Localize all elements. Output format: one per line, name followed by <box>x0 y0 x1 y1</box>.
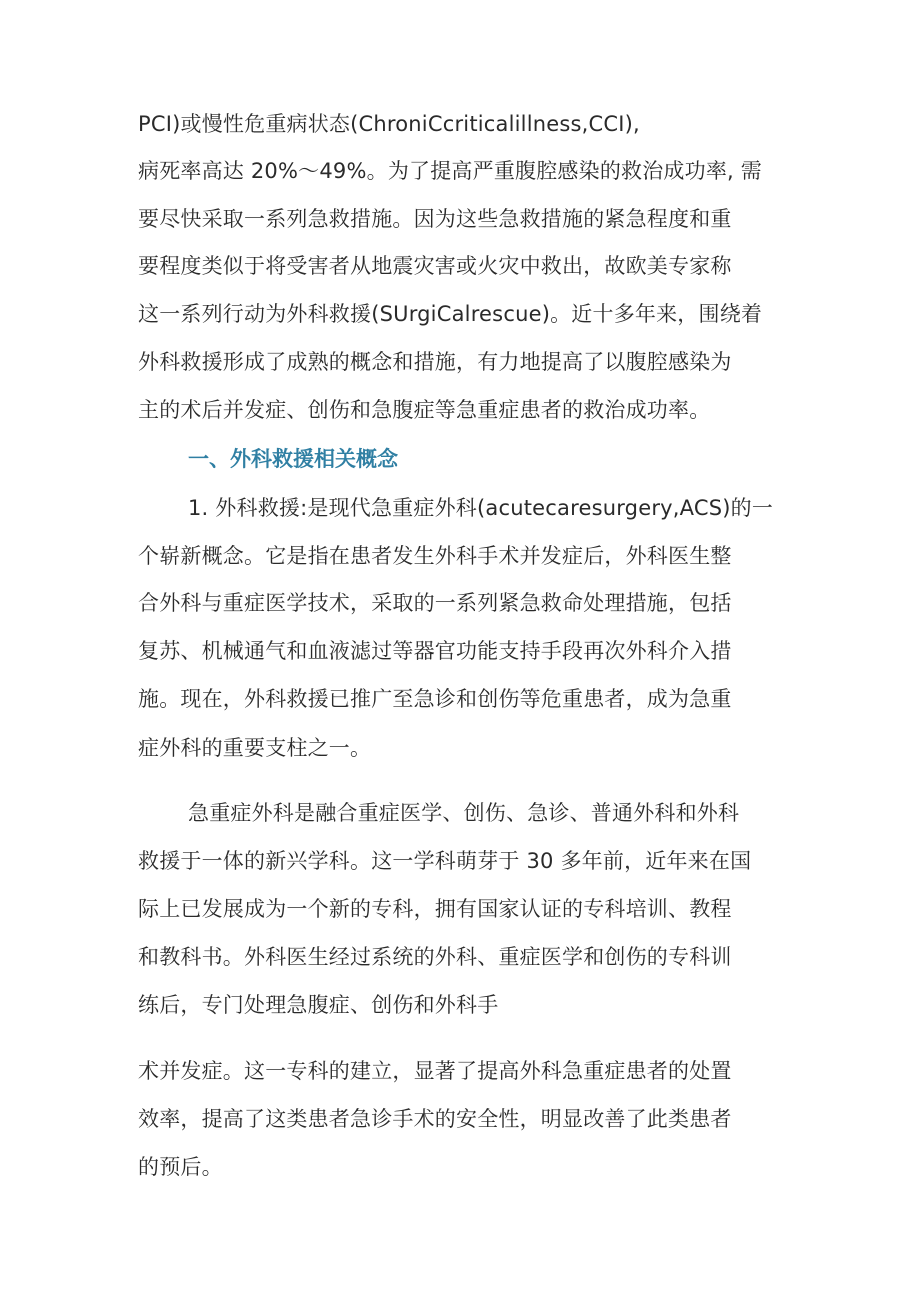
paragraph-line: 救援于一体的新兴学科。这一学科萌芽于 30 多年前，近年来在国 <box>138 849 752 873</box>
paragraph-line: 复苏、机械通气和血液滤过等器官功能支持手段再次外科介入措 <box>138 639 732 663</box>
paragraph-line: 施。现在，外科救援已推广至急诊和创伤等危重患者，成为急重 <box>138 687 732 711</box>
paragraph-line: 要尽快采取一系列急救措施。因为这些急救措施的紧急程度和重 <box>138 207 732 231</box>
paragraph-line: 病死率高达 20%～49%。为了提高严重腹腔感染的救治成功率, 需 <box>138 159 762 183</box>
paragraph-line: PCI)或慢性危重病状态(ChroniCcriticalillness,CCI), <box>138 112 640 136</box>
paragraph-line: 的预后。 <box>138 1155 223 1179</box>
paragraph-line: 术并发症。这一专科的建立，显著了提高外科急重症患者的处置 <box>138 1059 732 1083</box>
section-heading: 一、外科救援相关概念 <box>188 447 398 471</box>
paragraph-line: 这一系列行动为外科救援(SUrgiCalrescue)。近十多年来，围绕着 <box>138 302 763 326</box>
paragraph-line: 练后，专门处理急腹症、创伤和外科手 <box>138 993 499 1017</box>
paragraph-line: 效率，提高了这类患者急诊手术的安全性，明显改善了此类患者 <box>138 1107 732 1131</box>
paragraph-line: 主的术后并发症、创伤和急腹症等急重症患者的救治成功率。 <box>138 398 711 422</box>
paragraph-line: 外科救援形成了成熟的概念和措施，有力地提高了以腹腔感染为 <box>138 350 732 374</box>
paragraph-line: 际上已发展成为一个新的专科，拥有国家认证的专科培训、教程 <box>138 897 732 921</box>
paragraph-line: 1. 外科救援:是现代急重症外科(acutecaresurgery,ACS)的一 <box>188 496 774 520</box>
paragraph-line: 个崭新概念。它是指在患者发生外科手术并发症后，外科医生整 <box>138 544 732 568</box>
paragraph-line: 合外科与重症医学技术，采取的一系列紧急救命处理措施，包括 <box>138 591 732 615</box>
paragraph-line: 和教科书。外科医生经过系统的外科、重症医学和创伤的专科训 <box>138 945 732 969</box>
paragraph-line: 急重症外科是融合重症医学、创伤、急诊、普通外科和外科 <box>188 801 740 825</box>
paragraph-line: 症外科的重要支柱之一。 <box>138 736 372 760</box>
paragraph-line: 要程度类似于将受害者从地震灾害或火灾中救出，故欧美专家称 <box>138 254 732 278</box>
